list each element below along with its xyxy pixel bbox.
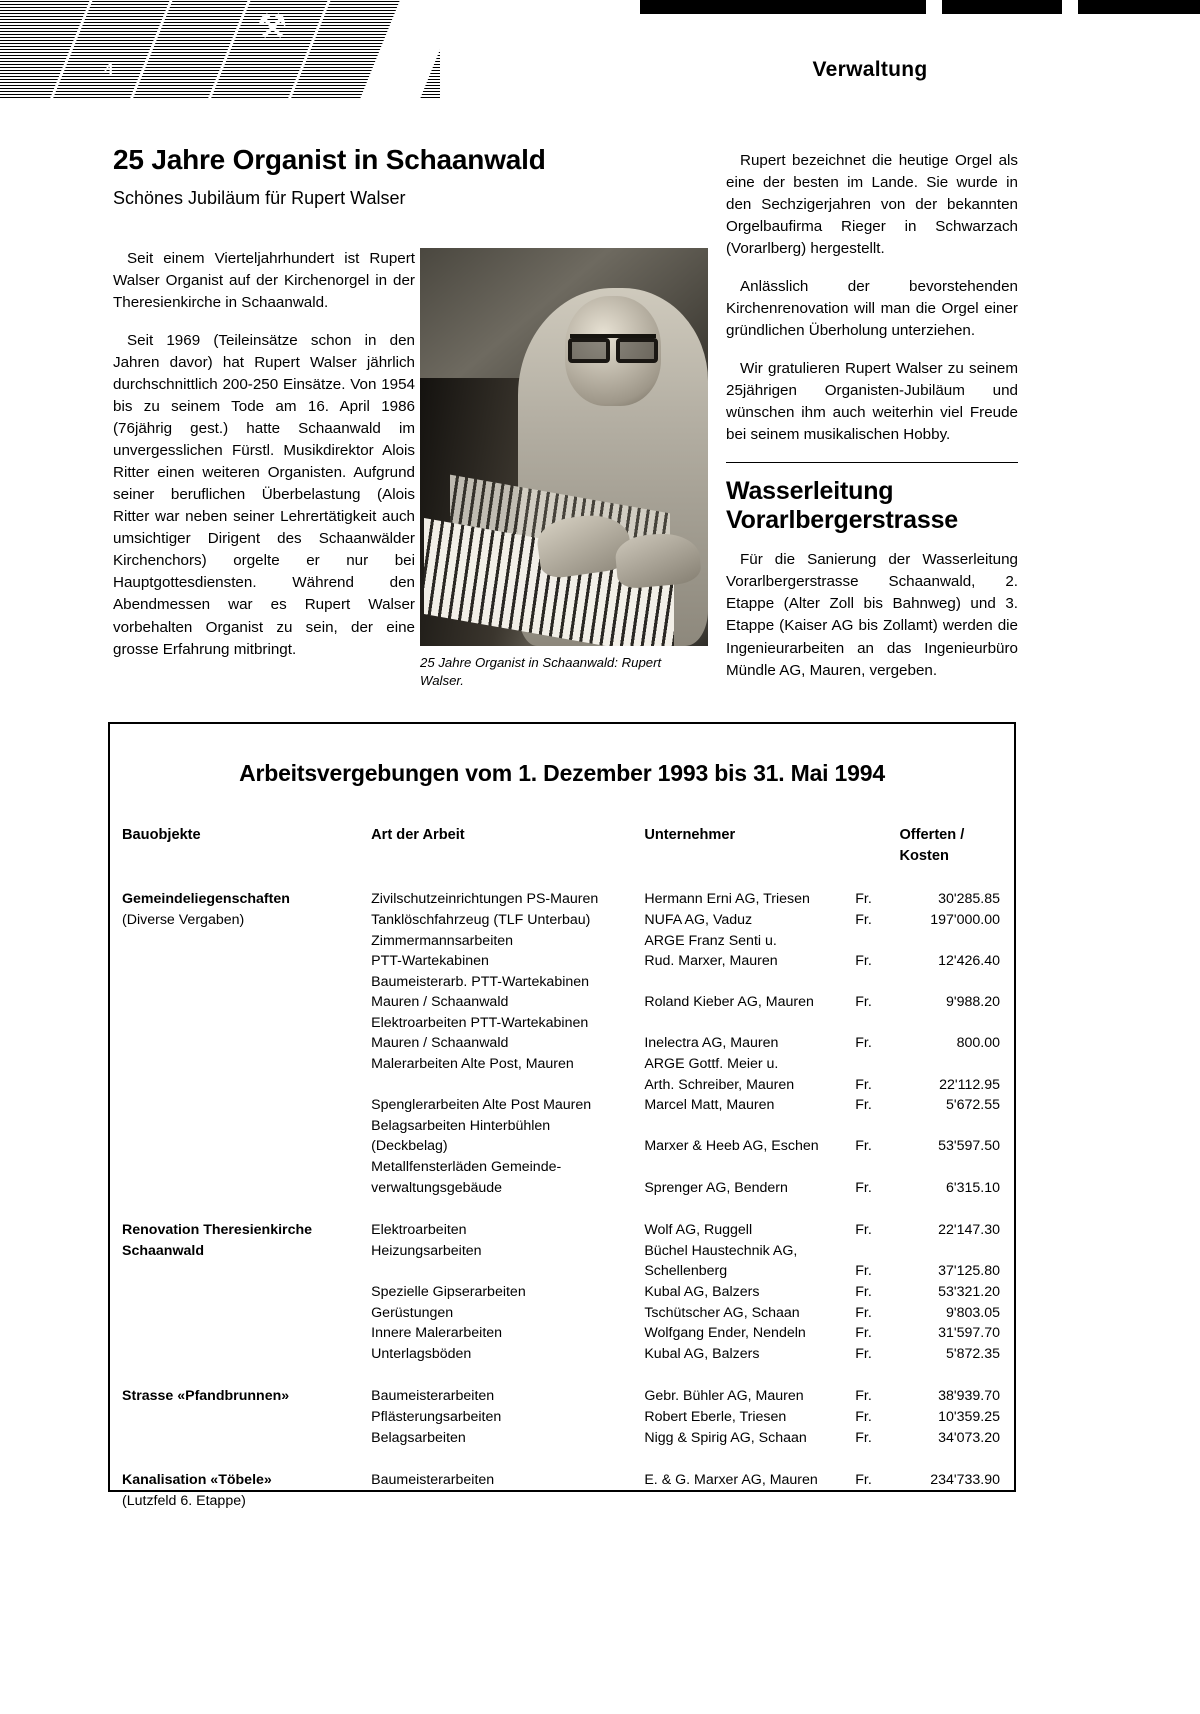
cell-amount [899, 1054, 1014, 1075]
article-column-left [113, 248, 415, 677]
cell-unternehmer: Inelectra AG, Mauren [644, 1035, 779, 1052]
cell-amount: 38'939.70 [938, 1388, 1000, 1405]
bauobjekt-name: Gemeindeliegenschaften [122, 891, 290, 908]
cell-amount: 37'125.80 [938, 1263, 1000, 1280]
cell-currency: Fr. [855, 1138, 872, 1155]
cell-currency: Fr. [855, 953, 872, 970]
second-section-heading: Wasserleitung Vorarlbergerstrasse [726, 477, 958, 535]
cell-unternehmer: NUFA AG, Vaduz [644, 911, 753, 928]
cell-amount: 53'597.50 [938, 1138, 1000, 1155]
cell-unternehmer: Wolf AG, Ruggell [644, 1222, 753, 1239]
section-divider [726, 462, 1018, 463]
cell-art-der-arbeit: Metallfensterläden Gemeinde- [371, 1159, 562, 1176]
cell-amount [899, 1013, 1014, 1034]
paragraph: Seit 1969 (Teileinsätze schon in den Jahren davor) hat Rupert Walser jährlich durchschnittlich 200-250 Einsätze. Von 1954 bis zu seinem Tode am 16. April 1986 (76jährig gest.) hatte Schaanwald im unvergesslichen Fürstl. Musikdirektor Alois Ritter einen weiteren Organisten. Aufgrund seiner beruflichen Überbelastung (Alois Ritter war neben seiner Lehrertätigkeit auch umsichtiger Dirigent des Schaanwälder Kirchenchors) orgelte er nur bei Hauptgottesdiensten. Während den Abendmessen war es Rupert Walser vorbehalten Organist zu sein, der eine grosse Erfahrung mitbringt. [113, 332, 415, 658]
cell-amount: 30'285.85 [938, 891, 1000, 908]
cell-amount: 9'988.20 [946, 994, 1000, 1011]
column-header-kosten: Offerten / Kosten [899, 827, 965, 865]
cell-currency: Fr. [855, 1222, 872, 1239]
cell-bauobjekt [110, 1386, 371, 1470]
header-strip-gap-1 [926, 0, 942, 14]
paragraph: Anlässlich der bevorstehenden Kirchenrenovation will man die Orgel einer gründlichen Überholung unterziehen. [726, 278, 1018, 340]
cell-unternehmer: Nigg & Spirig AG, Schaan [644, 1429, 807, 1446]
cell-unternehmer [644, 1013, 855, 1034]
cell-amount: 234'733.90 [930, 1472, 1000, 1489]
cell-amount [899, 1241, 1014, 1262]
cell-unternehmer: Marcel Matt, Mauren [644, 1097, 775, 1114]
cell-art-der-arbeit: Mauren / Schaanwald [371, 994, 509, 1011]
cell-art-der-arbeit [371, 1261, 644, 1282]
cell-currency: Fr. [855, 1388, 872, 1405]
bauobjekt-name: Renovation Theresienkirche Schaanwald [122, 1222, 313, 1259]
cell-currency [855, 972, 899, 993]
cell-art-der-arbeit: (Deckbelag) [371, 1138, 448, 1155]
cell-currency: Fr. [855, 1284, 872, 1300]
cell-unternehmer: Schellenberg [644, 1263, 728, 1280]
paragraph: Rupert bezeichnet die heutige Orgel als eine der besten im Lande. Sie wurde in den Sechzigerjahren von der bekannten Orgelbaufirma Rieger in Schwarzach (Vorarlberg) hergestellt. [726, 152, 1018, 258]
cell-unternehmer: Tschütscher AG, Schaan [644, 1304, 800, 1321]
column-header-currency [855, 825, 899, 889]
cell-unternehmer: ARGE Gottf. Meier u. [644, 1056, 779, 1073]
cell-unternehmer [644, 1157, 855, 1178]
bauobjekt-name: Strasse «Pfandbrunnen» [122, 1388, 290, 1405]
cell-currency: Fr. [855, 1345, 872, 1362]
header-hatched-band [0, 0, 440, 98]
cell-art-der-arbeit [371, 1075, 644, 1096]
table-row [110, 1386, 1014, 1407]
cell-art-der-arbeit: Gerüstungen [371, 1304, 454, 1321]
header-band-end [360, 0, 460, 98]
cell-bauobjekt [110, 1470, 371, 1533]
article-headline: 25 Jahre Organist in Schaanwald [113, 144, 546, 175]
cell-amount: 10'359.25 [938, 1408, 1000, 1425]
cell-amount: 22'112.95 [939, 1076, 1000, 1093]
table-row [110, 889, 1014, 910]
cell-currency [855, 1054, 899, 1075]
cell-art-der-arbeit: Belagsarbeiten [371, 1429, 466, 1446]
cell-unternehmer: Kubal AG, Balzers [644, 1345, 760, 1362]
cell-amount: 800.00 [956, 1035, 1000, 1052]
cell-art-der-arbeit: Mauren / Schaanwald [371, 1035, 509, 1052]
awards-table [110, 825, 1014, 1533]
cell-currency: Fr. [855, 1429, 872, 1446]
cell-art-der-arbeit: Zimmermannsarbeiten [371, 932, 514, 949]
page-number: 4 [104, 60, 114, 79]
cell-art-der-arbeit: Elektroarbeiten PTT-Wartekabinen [371, 1014, 589, 1031]
cell-amount: 6'315.10 [946, 1179, 1000, 1196]
cell-amount: 9'803.05 [946, 1304, 1000, 1321]
cell-unternehmer: Büchel Haustechnik AG, [644, 1242, 798, 1259]
cell-currency [855, 1241, 899, 1262]
awards-table-box [108, 722, 1016, 1509]
cell-currency: Fr. [855, 1304, 872, 1321]
cell-art-der-arbeit: Innere Malerarbeiten [371, 1325, 503, 1342]
cell-currency: Fr. [855, 1472, 872, 1489]
cell-unternehmer: E. & G. Marxer AG, Mauren [644, 1472, 818, 1489]
header-top-strip [640, 0, 1200, 14]
bauobjekt-subtitle: (Diverse Vergaben) [122, 911, 245, 928]
cell-currency: Fr. [855, 1263, 872, 1280]
cell-amount: 197'000.00 [930, 911, 1000, 928]
table-row [110, 1470, 1014, 1533]
cell-bauobjekt [110, 889, 371, 1220]
column-header-bauobjekte: Bauobjekte [122, 827, 201, 843]
cell-art-der-arbeit: Spenglerarbeiten Alte Post Mauren [371, 1097, 592, 1114]
cell-currency: Fr. [855, 1076, 872, 1093]
cell-art-der-arbeit: Heizungsarbeiten [371, 1242, 482, 1259]
cell-amount: 5'872.35 [946, 1345, 1000, 1362]
cell-amount [899, 1157, 1014, 1178]
cell-amount [899, 931, 1014, 952]
cell-currency: Fr. [855, 994, 872, 1011]
cell-currency: Fr. [855, 891, 872, 908]
table-header-row [110, 825, 1014, 889]
header-strip-gap-2 [1062, 0, 1078, 14]
cell-currency: Fr. [855, 1408, 872, 1425]
cell-unternehmer: Arth. Schreiber, Mauren [644, 1076, 795, 1093]
cell-unternehmer: Rud. Marxer, Mauren [644, 953, 778, 970]
cell-currency [855, 931, 899, 952]
column-header-art: Art der Arbeit [371, 827, 465, 843]
cell-amount [899, 1116, 1014, 1137]
awards-table-title: Arbeitsvergebungen vom 1. Dezember 1993 bis 31. Mai 1994 [239, 760, 885, 786]
cell-currency [855, 1157, 899, 1178]
paragraph: Seit einem Vierteljahrhundert ist Rupert Walser Organist auf der Kirchenorgel in der Theresienkirche in Schaanwald. [113, 250, 415, 312]
cell-currency [855, 1013, 899, 1034]
cell-art-der-arbeit: Baumeisterarbeiten [371, 1388, 495, 1405]
cell-amount [899, 972, 1014, 993]
cell-art-der-arbeit: Zivilschutzeinrichtungen PS-Mauren [371, 891, 599, 908]
cell-currency: Fr. [855, 1035, 872, 1052]
page-header [0, 0, 1200, 100]
cell-amount: 34'073.20 [938, 1429, 1000, 1446]
header-slash-2 [130, 0, 173, 98]
cell-amount: 12'426.40 [938, 953, 1000, 970]
header-slash-1 [50, 0, 93, 98]
paragraph: Wir gratulieren Rupert Walser zu seinem 25jährigen Organisten-Jubiläum und wünschen ihm auch weiterhin viel Freude bei seinem musikalischen Hobby. [726, 360, 1018, 444]
cell-bauobjekt [110, 1220, 371, 1386]
paragraph: Für die Sanierung der Wasserleitung Vorarlbergerstrasse Schaanwald, 2. Etappe (Alter Zoll bis Bahnweg) und 3. Etappe (Kaiser AG bis Zollamt) werden die Ingenieurarbeiten an das Ingenieurbüro Mündle AG, Mauren, vergeben. [726, 551, 1018, 679]
cell-currency [855, 1116, 899, 1137]
cell-art-der-arbeit: Tanklöschfahrzeug (TLF Unterbau) [371, 911, 591, 928]
cell-art-der-arbeit: Unterlagsböden [371, 1345, 472, 1362]
cell-unternehmer: Kubal AG, Balzers [644, 1284, 760, 1300]
table-row [110, 1220, 1014, 1241]
cell-amount: 22'147.30 [938, 1222, 1000, 1239]
cell-unternehmer: ARGE Franz Senti u. [644, 932, 777, 949]
cell-unternehmer [644, 972, 855, 993]
crossed-tools-icon: ⚒ [256, 8, 286, 46]
article-column-right [726, 150, 1018, 698]
table-body [110, 889, 1014, 1533]
cell-art-der-arbeit: verwaltungsgebäude [371, 1179, 503, 1196]
cell-amount: 53'321.20 [938, 1284, 1000, 1300]
cell-art-der-arbeit: Malerarbeiten Alte Post, Mauren [371, 1056, 574, 1073]
photo-caption: 25 Jahre Organist in Schaanwald: Rupert Walser. [420, 655, 662, 688]
photo-glasses [570, 334, 656, 355]
cell-art-der-arbeit: Pflästerungsarbeiten [371, 1408, 502, 1425]
cell-unternehmer: Hermann Erni AG, Triesen [644, 891, 810, 908]
cell-currency: Fr. [855, 1325, 872, 1342]
article-subhead: Schönes Jubiläum für Rupert Walser [113, 188, 406, 208]
cell-currency: Fr. [855, 1179, 872, 1196]
cell-art-der-arbeit: Elektroarbeiten [371, 1222, 467, 1239]
cell-currency: Fr. [855, 1097, 872, 1114]
cell-unternehmer: Robert Eberle, Triesen [644, 1408, 787, 1425]
cell-art-der-arbeit: Baumeisterarb. PTT-Wartekabinen [371, 973, 590, 990]
column-header-unternehmer: Unternehmer [644, 827, 736, 843]
cell-amount: 5'672.55 [946, 1097, 1000, 1114]
section-title: Verwaltung [812, 58, 928, 81]
article-photo [420, 248, 708, 646]
cell-art-der-arbeit: PTT-Wartekabinen [371, 953, 489, 970]
cell-unternehmer: Gebr. Bühler AG, Mauren [644, 1388, 804, 1405]
cell-currency: Fr. [855, 911, 872, 928]
bauobjekt-subtitle: (Lutzfeld 6. Etappe) [122, 1492, 246, 1509]
cell-unternehmer: Roland Kieber AG, Mauren [644, 994, 814, 1011]
cell-amount: 31'597.70 [938, 1325, 1000, 1342]
cell-art-der-arbeit: Baumeisterarbeiten [371, 1472, 495, 1489]
bauobjekt-name: Kanalisation «Töbele» [122, 1472, 272, 1489]
cell-unternehmer [644, 1116, 855, 1137]
cell-unternehmer: Wolfgang Ender, Nendeln [644, 1325, 806, 1342]
cell-art-der-arbeit: Spezielle Gipserarbeiten [371, 1284, 526, 1300]
cell-unternehmer: Sprenger AG, Bendern [644, 1179, 788, 1196]
cell-unternehmer: Marxer & Heeb AG, Eschen [644, 1138, 819, 1155]
cell-art-der-arbeit: Belagsarbeiten Hinterbühlen [371, 1117, 551, 1134]
